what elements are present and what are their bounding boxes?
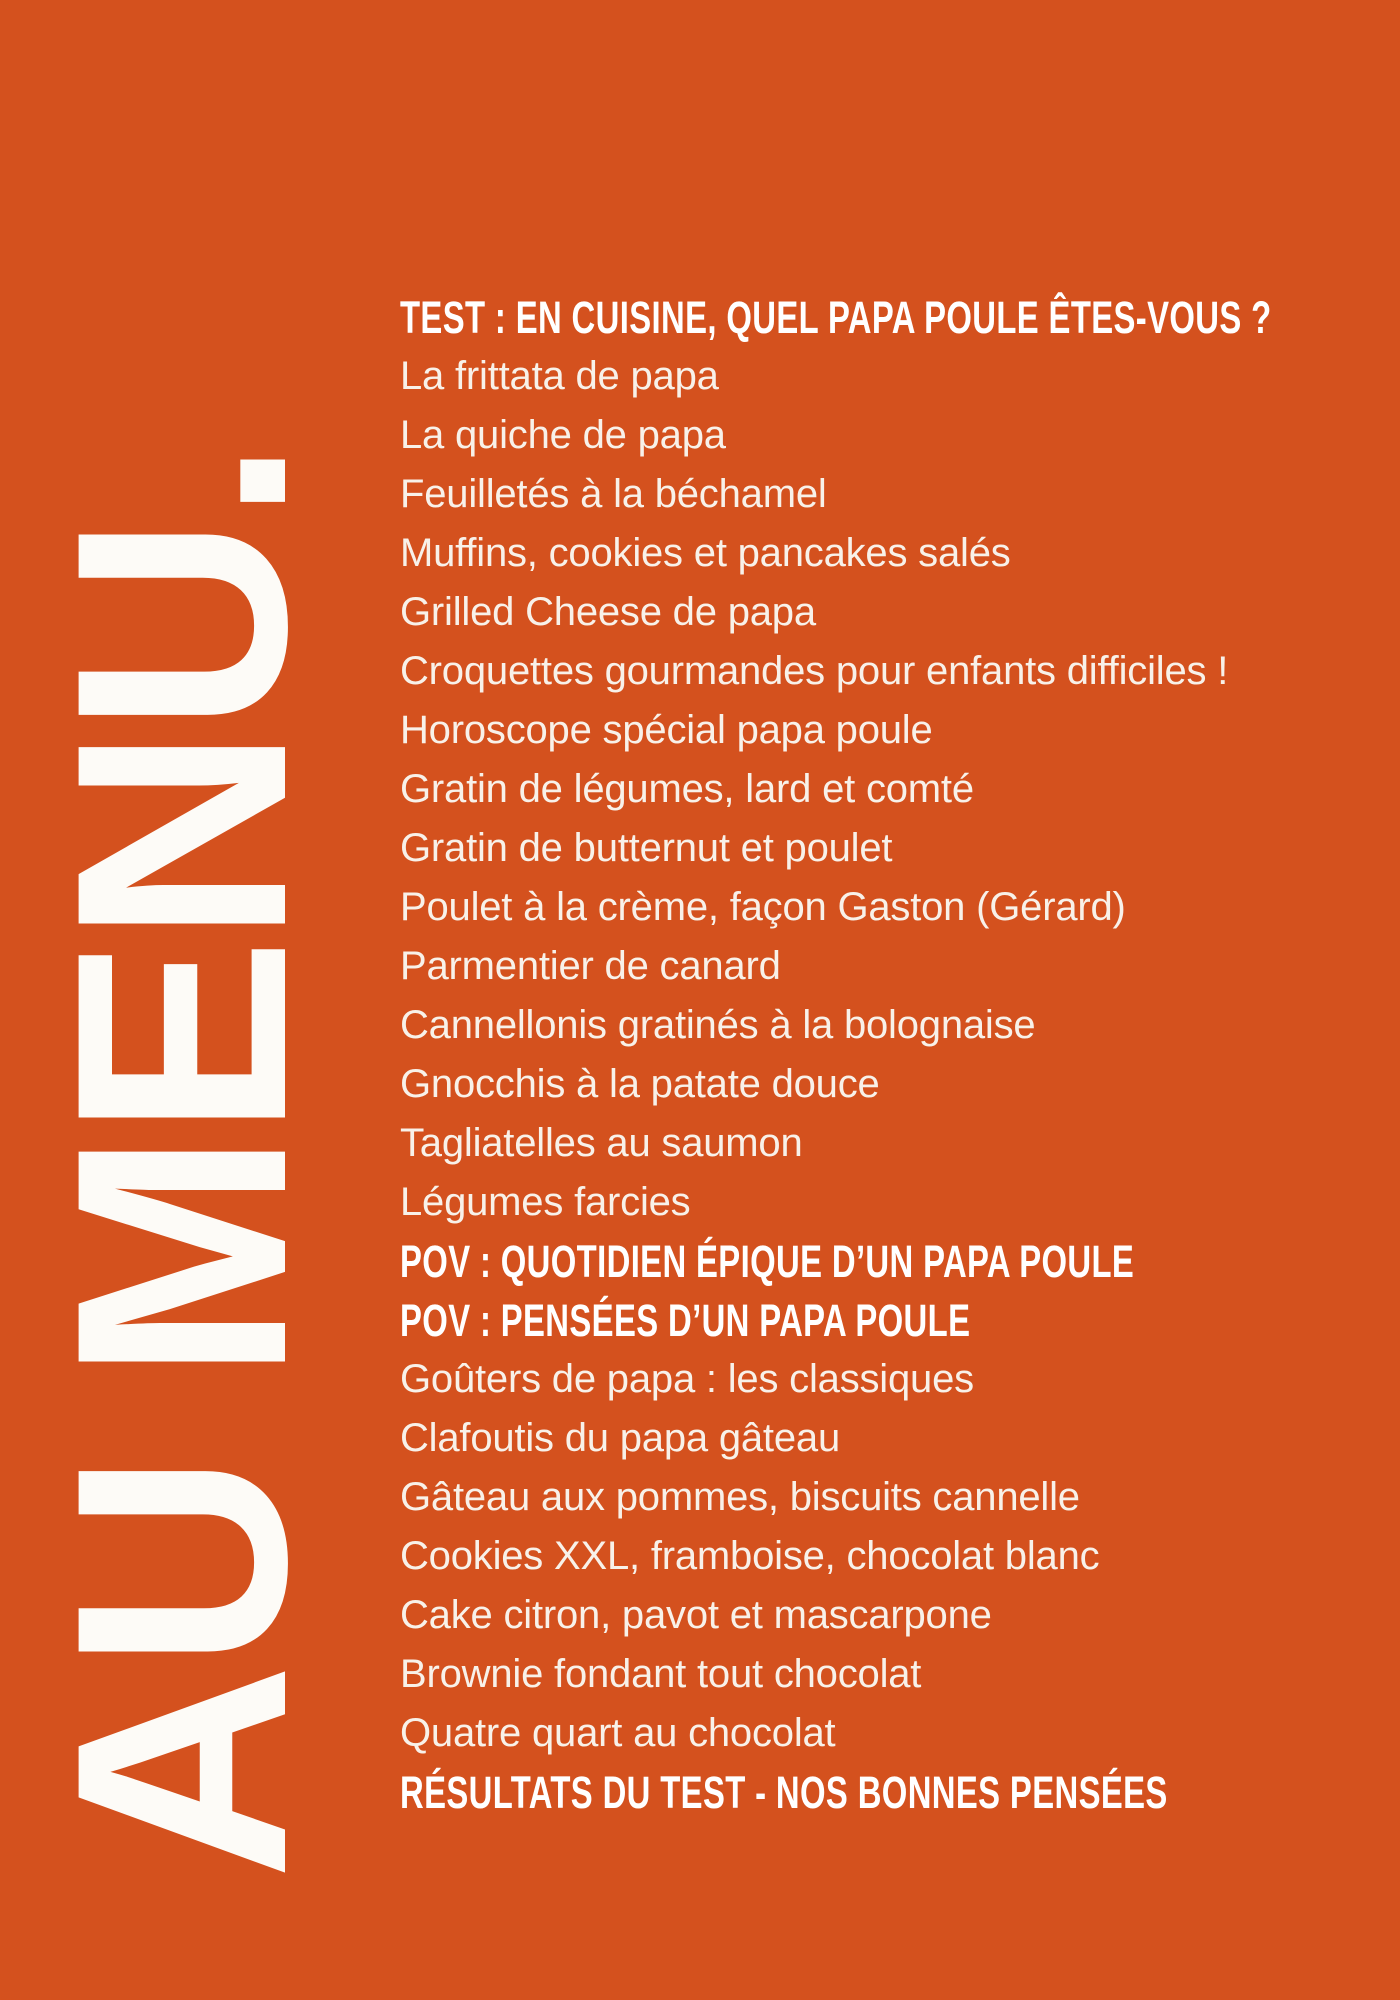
menu-item <box>400 1350 1400 1409</box>
menu-item <box>400 996 1400 1055</box>
menu-item <box>400 878 1400 937</box>
menu-item <box>400 583 1400 642</box>
menu-item-text: Gnocchis à la patate douce <box>400 1062 880 1106</box>
menu-item <box>400 1468 1400 1527</box>
menu-item-text: Tagliatelles au saumon <box>400 1121 803 1165</box>
menu-item-text: Clafoutis du papa gâteau <box>400 1416 840 1460</box>
menu-item <box>400 347 1400 406</box>
menu-heading-text: POV : QUOTIDIEN ÉPIQUE D’UN PAPA POULE <box>400 1236 1135 1287</box>
menu-heading-text: TEST : EN CUISINE, QUEL PAPA POULE ÊTES-VOUS ? <box>400 292 1272 343</box>
menu-item <box>400 1527 1400 1586</box>
menu-item <box>400 1173 1400 1232</box>
menu-item <box>400 819 1400 878</box>
menu-item-text: Croquettes gourmandes pour enfants difficiles ! <box>400 649 1229 693</box>
menu-heading-text: POV : PENSÉES D’UN PAPA POULE <box>400 1295 971 1346</box>
menu-item-text: Légumes farcies <box>400 1180 691 1224</box>
menu-item-text: Muffins, cookies et pancakes salés <box>400 531 1011 575</box>
menu-item-text: La quiche de papa <box>400 413 726 457</box>
vertical-banner <box>12 440 349 1885</box>
menu-item <box>400 1704 1400 1763</box>
menu-list <box>400 288 1400 1822</box>
menu-item-text: Goûters de papa : les classiques <box>400 1357 974 1401</box>
menu-item-text: Brownie fondant tout chocolat <box>400 1652 922 1696</box>
menu-item-text: Gratin de légumes, lard et comté <box>400 767 974 811</box>
menu-item-text: La frittata de papa <box>400 354 719 398</box>
menu-item <box>400 1409 1400 1468</box>
menu-item-text: Grilled Cheese de papa <box>400 590 816 634</box>
menu-item-text: Horoscope spécial papa poule <box>400 708 933 752</box>
menu-item-text: Poulet à la crème, façon Gaston (Gérard) <box>400 885 1126 929</box>
menu-item <box>400 937 1400 996</box>
menu-item <box>400 1586 1400 1645</box>
menu-item-text: Quatre quart au chocolat <box>400 1711 836 1755</box>
menu-section-heading <box>400 288 1400 347</box>
menu-item <box>400 406 1400 465</box>
menu-item <box>400 760 1400 819</box>
menu-heading-text: RÉSULTATS DU TEST - NOS BONNES PENSÉES <box>400 1767 1168 1818</box>
menu-section-heading <box>400 1763 1400 1822</box>
menu-item <box>400 1114 1400 1173</box>
menu-item-text: Feuilletés à la béchamel <box>400 472 827 516</box>
menu-item <box>400 701 1400 760</box>
menu-item <box>400 465 1400 524</box>
menu-item-text: Gâteau aux pommes, biscuits cannelle <box>400 1475 1080 1519</box>
menu-item-text: Cookies XXL, framboise, chocolat blanc <box>400 1534 1100 1578</box>
menu-item <box>400 1645 1400 1704</box>
menu-item-text: Gratin de butternut et poulet <box>400 826 893 870</box>
menu-item-text: Cake citron, pavot et mascarpone <box>400 1593 992 1637</box>
menu-item <box>400 524 1400 583</box>
menu-item <box>400 1055 1400 1114</box>
vertical-banner-text: AU MENU. <box>12 444 349 1881</box>
menu-item-text: Parmentier de canard <box>400 944 781 988</box>
menu-item-text: Cannellonis gratinés à la bolognaise <box>400 1003 1036 1047</box>
menu-item <box>400 642 1400 701</box>
menu-section-heading <box>400 1232 1400 1291</box>
menu-section-heading <box>400 1291 1400 1350</box>
